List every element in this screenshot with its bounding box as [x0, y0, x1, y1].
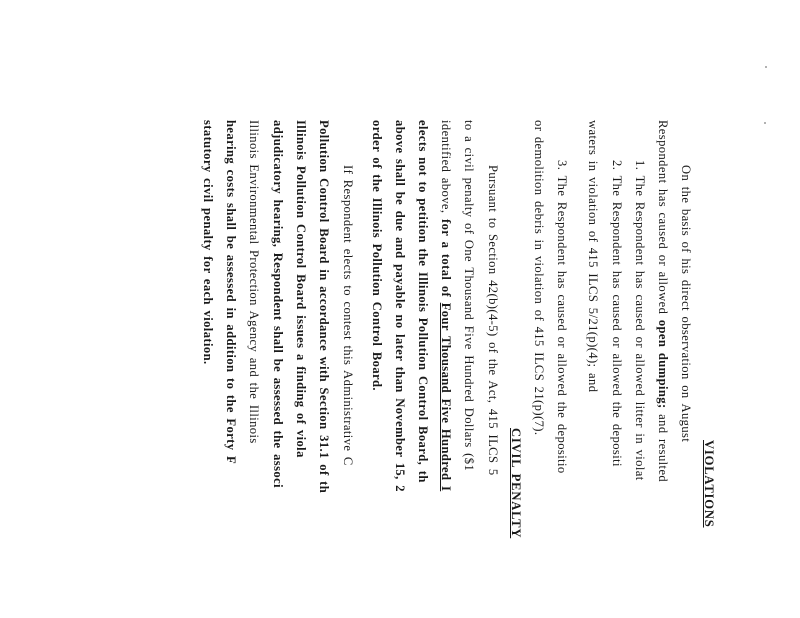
- civil-penalty-p1-line-3: [439, 120, 453, 491]
- total-amount: Four Thousand Five Hundred I: [439, 302, 453, 492]
- civil-penalty-text: hearing costs shall be assessed in addition to the Forty F: [224, 120, 238, 465]
- violation-item-text: 3. The Respondent has caused or allowed the depositio: [555, 160, 569, 474]
- civil-penalty-p1-line-6: [370, 120, 384, 391]
- civil-penalty-text: If Respondent elects to contest this Administrative C: [341, 165, 355, 466]
- violation-item-2-line-1: [610, 160, 624, 467]
- violation-item-text: or demolition debris in violation of 415 ILCS 21(p)(7).: [532, 120, 546, 436]
- violation-item-2-line-2: [586, 120, 600, 392]
- civil-penalty-text: identified above,: [439, 120, 453, 219]
- violation-item-text: 2. The Respondent has caused or allowed the depositi: [610, 160, 624, 467]
- civil-penalty-p2-line-6: [224, 120, 238, 464]
- violations-intro-text: Respondent has caused or allowed: [656, 120, 670, 320]
- scan-speck: [765, 66, 767, 68]
- rotated-document-text: [100, 0, 720, 618]
- violations-intro-line-2: [656, 120, 670, 482]
- violation-item-text: waters in violation of 415 ILCS 5/21(p)(4); and: [586, 120, 600, 393]
- civil-penalty-text: Illinois Pollution Control Board issues a finding of viola: [294, 120, 308, 458]
- violations-intro-text: On the basis of his direct observation on August: [679, 165, 693, 443]
- violation-item-1: [633, 160, 647, 481]
- violation-item-text: 1. The Respondent has caused or allowed litter in violat: [633, 160, 647, 481]
- violations-intro-line-1: [679, 165, 693, 442]
- civil-penalty-p1-line-4: [416, 120, 430, 483]
- civil-penalty-text: adjudicatory hearing, Respondent shall be assessed the associ: [271, 120, 285, 488]
- civil-penalty-p2-line-1: [341, 165, 355, 466]
- violations-heading: [702, 440, 716, 528]
- civil-penalty-text: Pollution Control Board in accordance with Section 31.1 of th: [317, 120, 331, 494]
- civil-penalty-heading: [509, 428, 523, 538]
- scan-speck: [764, 122, 766, 124]
- open-dumping-phrase: open dumping;: [656, 319, 670, 409]
- civil-penalty-text: Pursuant to Section 42(b)(4-5) of the Act, 415 ILCS 5: [486, 165, 500, 476]
- total-phrase: for a total of: [439, 218, 453, 303]
- violations-intro-text: and resulted: [656, 408, 670, 483]
- violation-item-3-line-2: [532, 120, 546, 435]
- civil-penalty-text: Illinois Environmental Protection Agency and the Illinois: [247, 120, 261, 444]
- civil-penalty-heading-text: CIVIL PENALTY: [509, 428, 523, 539]
- civil-penalty-text: above shall be due and payable no later than November 15, 2: [393, 120, 407, 492]
- civil-penalty-text: statutory civil penalty for each violation.: [201, 120, 215, 365]
- civil-penalty-p1-line-2: [462, 120, 476, 471]
- civil-penalty-p2-line-7: [201, 120, 215, 365]
- violations-heading-text: VIOLATIONS: [702, 440, 716, 528]
- civil-penalty-p2-line-3: [294, 120, 308, 458]
- civil-penalty-p1-line-1: [486, 165, 500, 476]
- violation-item-3-line-1: [555, 160, 569, 474]
- civil-penalty-p2-line-4: [271, 120, 285, 488]
- civil-penalty-text: to a civil penalty of One Thousand Five Hundred Dollars ($1: [462, 120, 476, 472]
- civil-penalty-p2-line-5: [247, 120, 261, 444]
- civil-penalty-p2-line-2: [317, 120, 331, 493]
- civil-penalty-text: order of the Illinois Pollution Control Board.: [370, 120, 384, 391]
- civil-penalty-text: elects not to petition the Illinois Pollution Control Board, th: [416, 120, 430, 483]
- civil-penalty-p1-line-5: [393, 120, 407, 492]
